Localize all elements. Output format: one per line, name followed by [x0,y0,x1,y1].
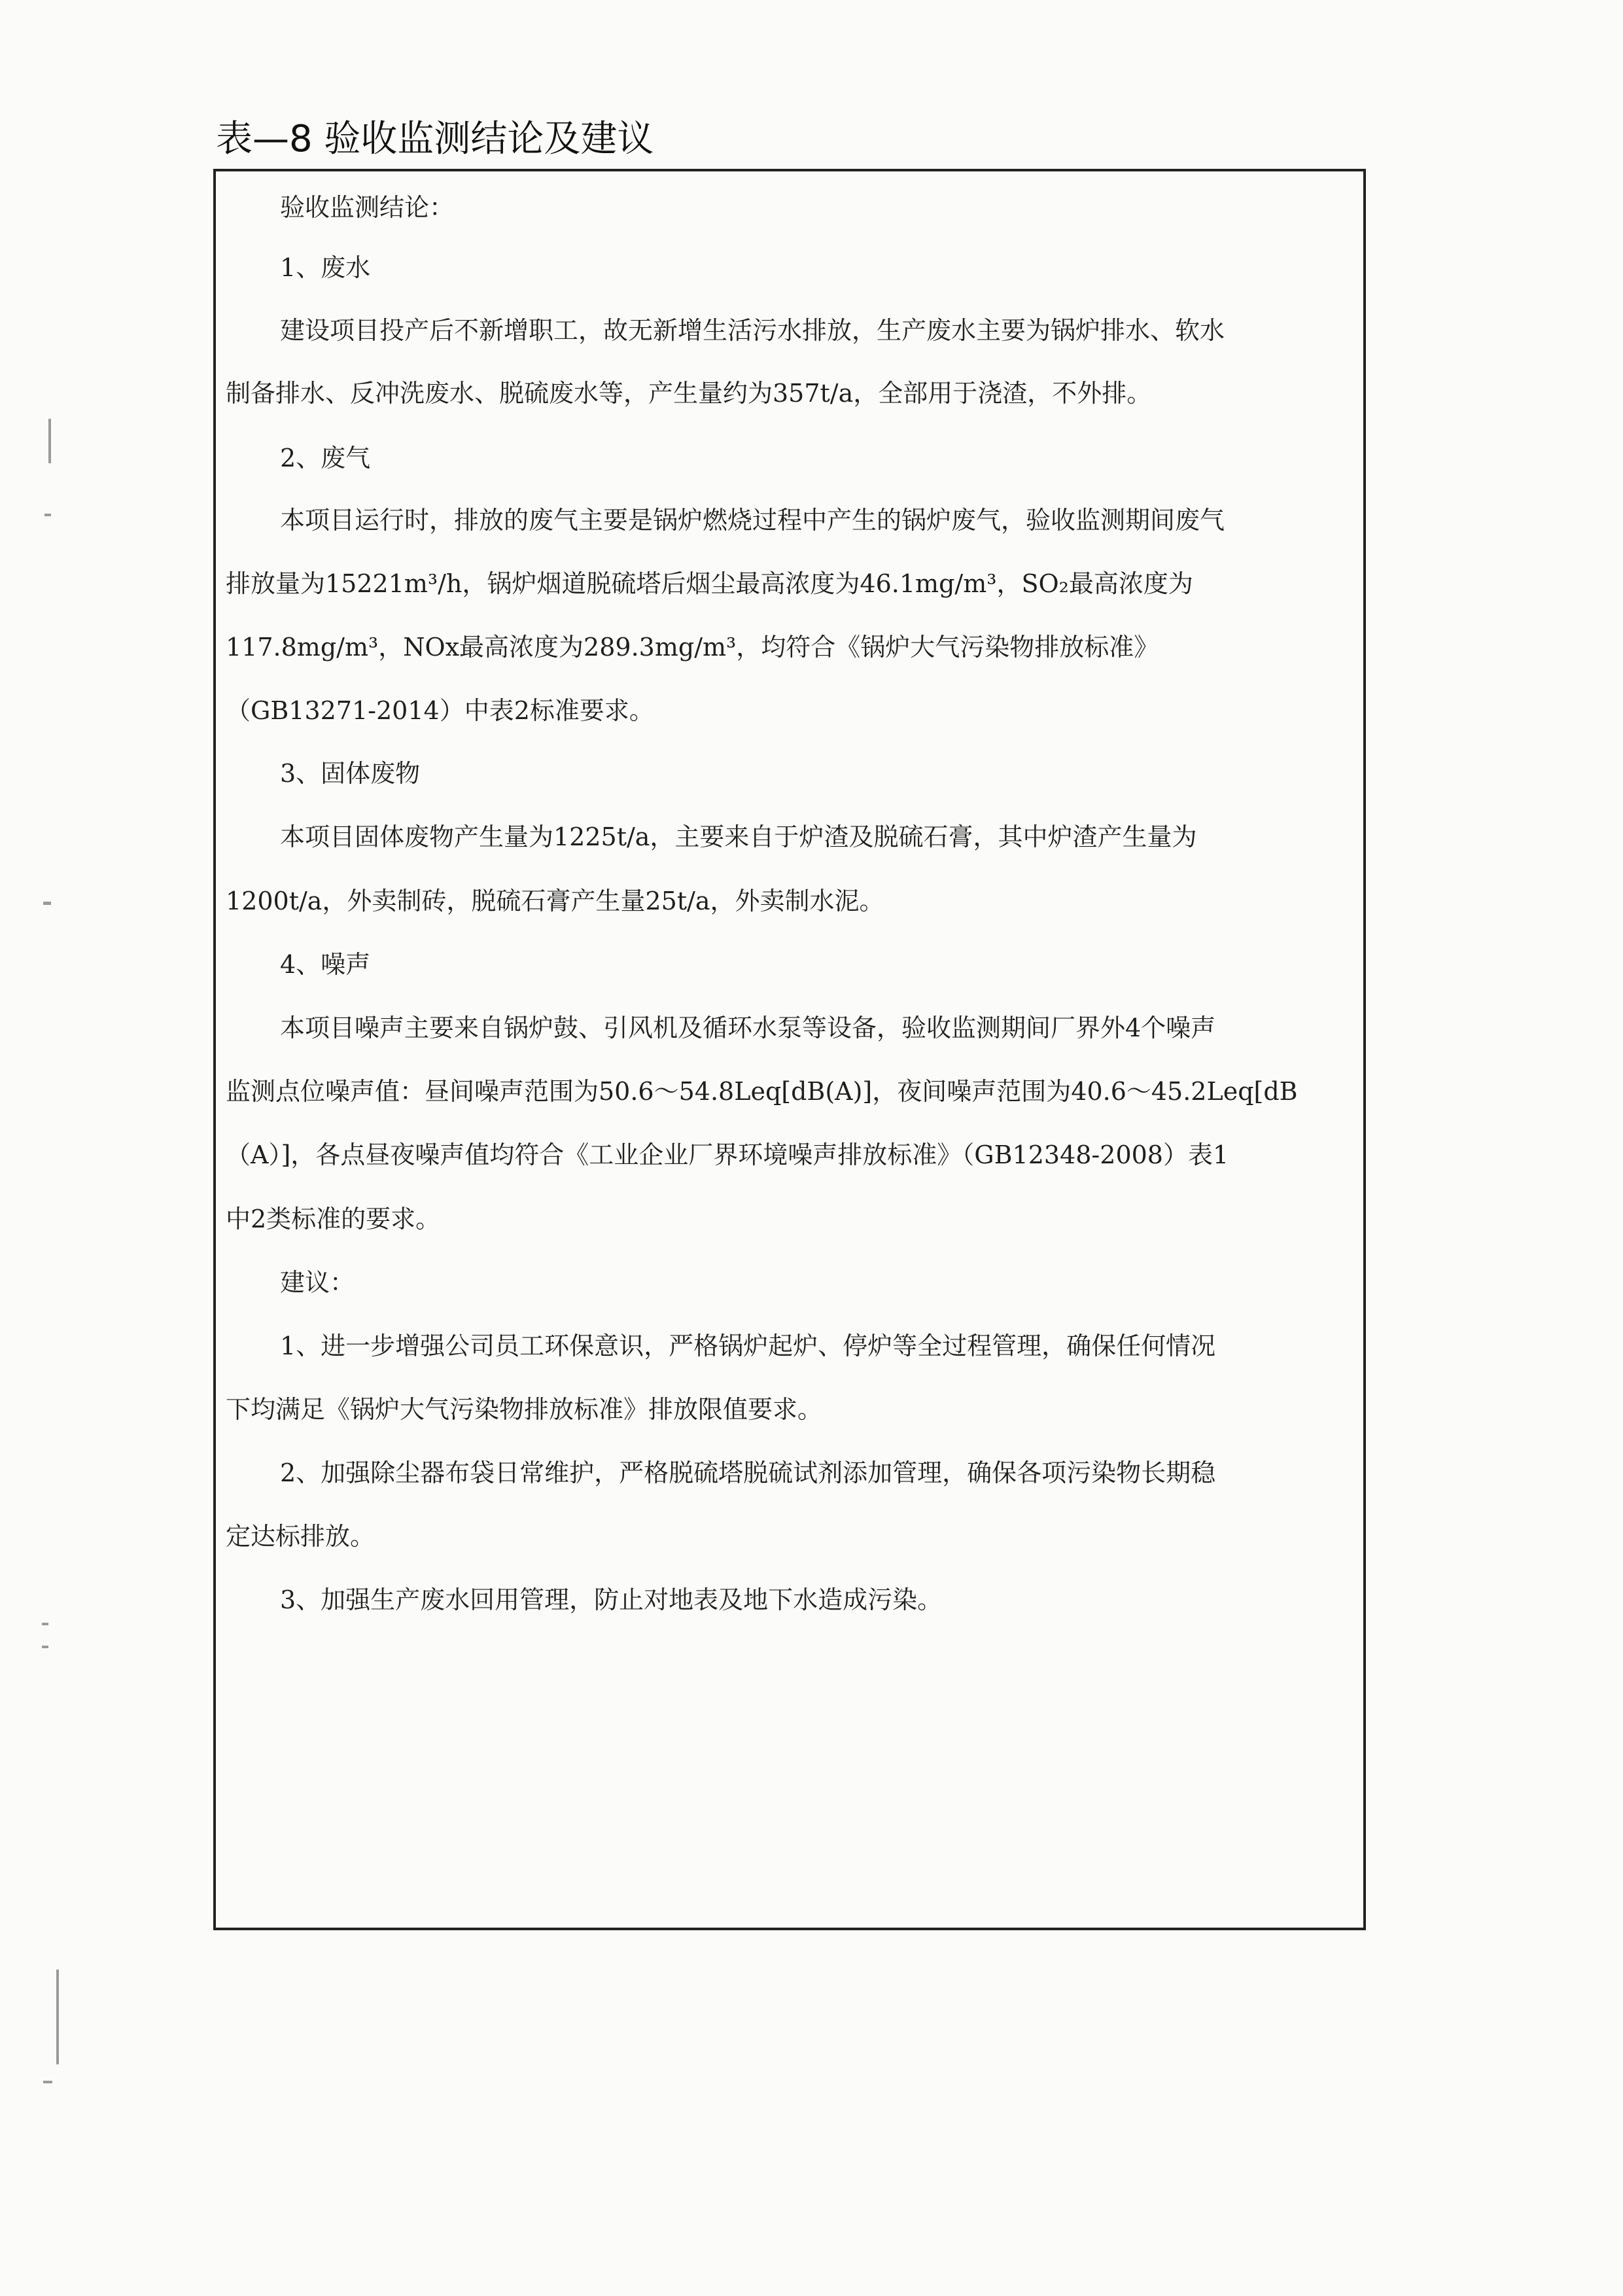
scan-mark [43,902,51,905]
suggestions-heading: 建议： [280,1268,355,1297]
suggestion-line: 3、加强生产废水回用管理，防止对地表及地下水造成污染。 [280,1585,943,1614]
page-title: 表—8 验收监测结论及建议 [216,118,654,160]
paragraph-line: 中2类标准的要求。 [226,1205,441,1233]
scan-mark [56,1969,59,2064]
scan-mark [43,2081,52,2083]
scan-mark [42,1646,48,1648]
section-heading-solid-waste: 3、固体废物 [280,759,421,788]
scan-mark [48,419,51,463]
paragraph-line: 监测点位噪声值：昼间噪声范围为50.6～54.8Leq[dB(A)]，夜间噪声范围为40.6～45.2Leq[dB [226,1077,1298,1106]
section-heading-wastewater: 1、废水 [280,253,371,282]
section-heading-noise: 4、噪声 [280,950,371,979]
paragraph-line: 本项目噪声主要来自锅炉鼓、引风机及循环水泵等设备，验收监测期间厂界外4个噪声 [280,1014,1216,1042]
suggestion-line: 定达标排放。 [226,1522,375,1551]
section-heading-exhaust: 2、废气 [280,444,371,472]
paragraph-line: 117.8mg/m³，NOx最高浓度为289.3mg/m³，均符合《锅炉大气污染物排放标准》 [226,633,1159,662]
suggestion-line: 下均满足《锅炉大气污染物排放标准》排放限值要求。 [226,1395,823,1424]
conclusion-heading: 验收监测结论： [280,193,455,222]
paragraph-line: 1200t/a，外卖制砖，脱硫石膏产生量25t/a，外卖制水泥。 [226,887,884,915]
paragraph-line: 排放量为15221m³/h，锅炉烟道脱硫塔后烟尘最高浓度为46.1mg/m³，SO₂最高浓度为 [226,569,1193,598]
paragraph-line: 本项目运行时，排放的废气主要是锅炉燃烧过程中产生的锅炉废气，验收监测期间废气 [280,506,1225,535]
suggestion-line: 2、加强除尘器布袋日常维护，严格脱硫塔脱硫试剂添加管理，确保各项污染物长期稳 [280,1458,1216,1487]
paragraph-line: （A）]，各点昼夜噪声值均符合《工业企业厂界环境噪声排放标准》（GB12348-2008）表1 [226,1140,1229,1169]
content-frame [213,169,1366,1930]
paragraph-line: 制备排水、反冲洗废水、脱硫废水等，产生量约为357t/a，全部用于浇渣，不外排。 [226,379,1152,408]
scan-mark [44,514,51,516]
paragraph-line: 建设项目投产后不新增职工，故无新增生活污水排放，生产废水主要为锅炉排水、软水 [280,316,1225,345]
suggestion-line: 1、进一步增强公司员工环保意识，严格锅炉起炉、停炉等全过程管理，确保任何情况 [280,1332,1216,1360]
paragraph-line: （GB13271-2014）中表2标准要求。 [226,696,654,725]
scan-mark [42,1623,48,1625]
paragraph-line: 本项目固体废物产生量为1225t/a，主要来自于炉渣及脱硫石膏，其中炉渣产生量为 [280,822,1197,851]
